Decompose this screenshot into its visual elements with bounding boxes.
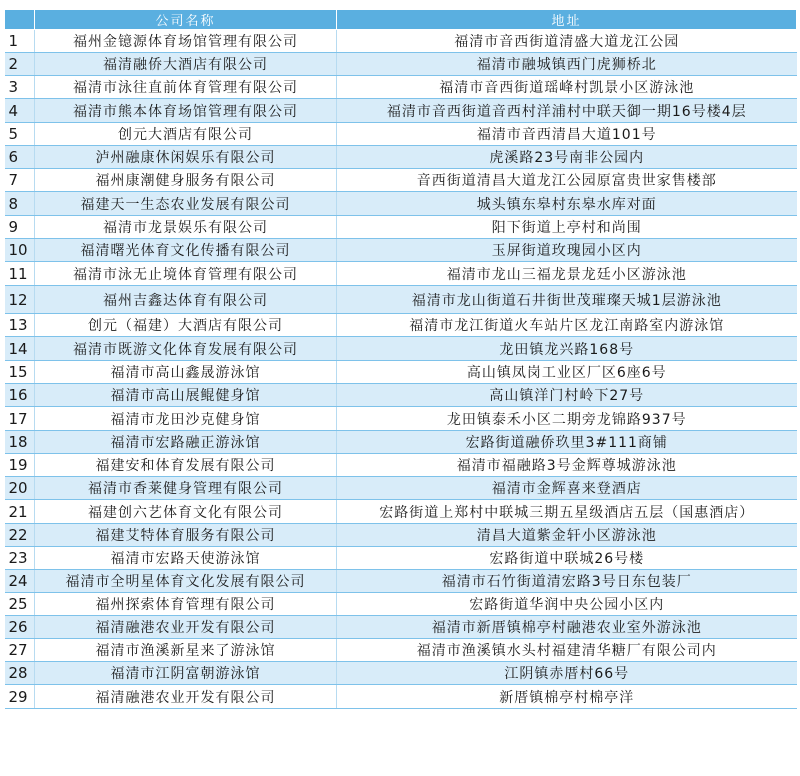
address-cell: 福清市音西街道清盛大道龙江公园	[337, 30, 797, 53]
address-cell: 城头镇东皋村东皋水库对面	[337, 192, 797, 216]
table-row	[5, 99, 797, 123]
address-cell: 福清市龙山三福龙景龙廷小区游泳池	[337, 262, 797, 286]
table-row	[5, 500, 797, 524]
address-cell: 龙田镇龙兴路168号	[337, 337, 797, 361]
row-number: 3	[5, 76, 35, 99]
address-cell: 高山镇洋门村岭下27号	[337, 384, 797, 407]
table-row	[5, 570, 797, 593]
company-name-cell: 创元（福建）大酒店有限公司	[35, 314, 337, 337]
address-cell: 福清市石竹街道清宏路3号日东包装厂	[337, 570, 797, 593]
address-cell: 福清市融城镇西门虎狮桥北	[337, 53, 797, 76]
address-cell: 宏路街道中联城26号楼	[337, 547, 797, 570]
company-name-cell: 福州康潮健身服务有限公司	[35, 169, 337, 192]
company-name-cell: 福建艾特体育服务有限公司	[35, 524, 337, 547]
table-row	[5, 76, 797, 99]
row-number: 8	[5, 192, 35, 216]
table-row	[5, 407, 797, 431]
address-cell: 宏路街道上郑村中联城三期五星级酒店五层（国惠酒店）	[337, 500, 797, 524]
table-row	[5, 616, 797, 639]
table-row	[5, 477, 797, 500]
row-number: 25	[5, 593, 35, 616]
company-name-cell: 福清市既游文化体育发展有限公司	[35, 337, 337, 361]
table-row	[5, 146, 797, 169]
address-cell: 清昌大道紫金轩小区游泳池	[337, 524, 797, 547]
company-name-cell: 福清市宏路天使游泳馆	[35, 547, 337, 570]
row-number: 14	[5, 337, 35, 361]
company-name-cell: 福清市高山鑫晟游泳馆	[35, 361, 337, 384]
row-number: 15	[5, 361, 35, 384]
row-number: 20	[5, 477, 35, 500]
address-cell: 虎溪路23号南非公园内	[337, 146, 797, 169]
table-row	[5, 593, 797, 616]
table-row	[5, 53, 797, 76]
address-cell: 高山镇凤岗工业区厂区6座6号	[337, 361, 797, 384]
address-cell: 宏路街道华润中央公园小区内	[337, 593, 797, 616]
company-name-cell: 福清融港农业开发有限公司	[35, 685, 337, 709]
row-number: 5	[5, 123, 35, 146]
company-name-cell: 福清市渔溪新星来了游泳馆	[35, 639, 337, 662]
table-row	[5, 685, 797, 709]
company-name-cell: 福州吉鑫达体育有限公司	[35, 286, 337, 314]
table-row	[5, 123, 797, 146]
table-row	[5, 384, 797, 407]
company-name-cell: 福清市泳往直前体育管理有限公司	[35, 76, 337, 99]
table-row	[5, 216, 797, 239]
row-number: 9	[5, 216, 35, 239]
row-number: 16	[5, 384, 35, 407]
row-number: 27	[5, 639, 35, 662]
row-number: 23	[5, 547, 35, 570]
company-name-cell: 福清市高山展鲲健身馆	[35, 384, 337, 407]
address-cell: 玉屏街道玫瑰园小区内	[337, 239, 797, 262]
header-company-name: 公司名称	[35, 10, 337, 30]
address-cell: 福清市龙江街道火车站片区龙江南路室内游泳馆	[337, 314, 797, 337]
row-number: 6	[5, 146, 35, 169]
company-name-cell: 福清市泳无止境体育管理有限公司	[35, 262, 337, 286]
address-cell: 龙田镇泰禾小区二期旁龙锦路937号	[337, 407, 797, 431]
row-number: 24	[5, 570, 35, 593]
address-cell: 音西街道清昌大道龙江公园原富贵世家售楼部	[337, 169, 797, 192]
address-cell: 江阴镇赤厝村66号	[337, 662, 797, 685]
company-name-cell: 福清融港农业开发有限公司	[35, 616, 337, 639]
row-number: 22	[5, 524, 35, 547]
table-row	[5, 192, 797, 216]
table-row	[5, 361, 797, 384]
table-row	[5, 286, 797, 314]
row-number: 29	[5, 685, 35, 709]
table-header-row	[5, 10, 797, 30]
address-cell: 福清市龙山街道石井街世茂璀璨天城1层游泳池	[337, 286, 797, 314]
company-name-cell: 福建安和体育发展有限公司	[35, 454, 337, 477]
table-row	[5, 454, 797, 477]
table-row	[5, 547, 797, 570]
row-number: 26	[5, 616, 35, 639]
table-row	[5, 431, 797, 454]
company-name-cell: 福清融侨大酒店有限公司	[35, 53, 337, 76]
company-name-cell: 福清市龙景娱乐有限公司	[35, 216, 337, 239]
table-row	[5, 314, 797, 337]
company-table	[4, 9, 797, 709]
company-name-cell: 福建创六艺体育文化有限公司	[35, 500, 337, 524]
address-cell: 福清市音西街道音西村洋浦村中联天御一期16号楼4层	[337, 99, 797, 123]
table-row	[5, 662, 797, 685]
company-name-cell: 福州探索体育管理有限公司	[35, 593, 337, 616]
row-number: 21	[5, 500, 35, 524]
row-number: 12	[5, 286, 35, 314]
company-name-cell: 福清市江阴富朝游泳馆	[35, 662, 337, 685]
company-name-cell: 福清市全明星体育文化发展有限公司	[35, 570, 337, 593]
header-address: 地址	[337, 10, 797, 30]
company-name-cell: 福清市香莱健身管理有限公司	[35, 477, 337, 500]
table-row	[5, 639, 797, 662]
address-cell: 福清市音西街道瑶峰村凯景小区游泳池	[337, 76, 797, 99]
company-name-cell: 福州金镱源体育场馆管理有限公司	[35, 30, 337, 53]
table-row	[5, 337, 797, 361]
row-number: 13	[5, 314, 35, 337]
row-number: 7	[5, 169, 35, 192]
company-name-cell: 福建天一生态农业发展有限公司	[35, 192, 337, 216]
table-row	[5, 169, 797, 192]
row-number: 1	[5, 30, 35, 53]
header-num	[5, 10, 35, 30]
address-cell: 新厝镇棉亭村棉亭洋	[337, 685, 797, 709]
company-name-cell: 福清市熊本体育场馆管理有限公司	[35, 99, 337, 123]
table-row	[5, 524, 797, 547]
table-row	[5, 262, 797, 286]
address-cell: 福清市新厝镇棉亭村融港农业室外游泳池	[337, 616, 797, 639]
company-name-cell: 福清曙光体育文化传播有限公司	[35, 239, 337, 262]
row-number: 19	[5, 454, 35, 477]
table-row	[5, 30, 797, 53]
row-number: 11	[5, 262, 35, 286]
address-cell: 阳下街道上亭村和尚围	[337, 216, 797, 239]
address-cell: 福清市福融路3号金辉尊城游泳池	[337, 454, 797, 477]
company-name-cell: 泸州融康休闲娱乐有限公司	[35, 146, 337, 169]
address-cell: 福清市渔溪镇水头村福建清华糖厂有限公司内	[337, 639, 797, 662]
company-name-cell: 创元大酒店有限公司	[35, 123, 337, 146]
table-row	[5, 239, 797, 262]
row-number: 18	[5, 431, 35, 454]
row-number: 2	[5, 53, 35, 76]
row-number: 28	[5, 662, 35, 685]
row-number: 10	[5, 239, 35, 262]
company-name-cell: 福清市龙田沙克健身馆	[35, 407, 337, 431]
row-number: 17	[5, 407, 35, 431]
company-name-cell: 福清市宏路融正游泳馆	[35, 431, 337, 454]
address-cell: 福清市金辉喜来登酒店	[337, 477, 797, 500]
address-cell: 宏路街道融侨玖里3#111商铺	[337, 431, 797, 454]
row-number: 4	[5, 99, 35, 123]
address-cell: 福清市音西清昌大道101号	[337, 123, 797, 146]
